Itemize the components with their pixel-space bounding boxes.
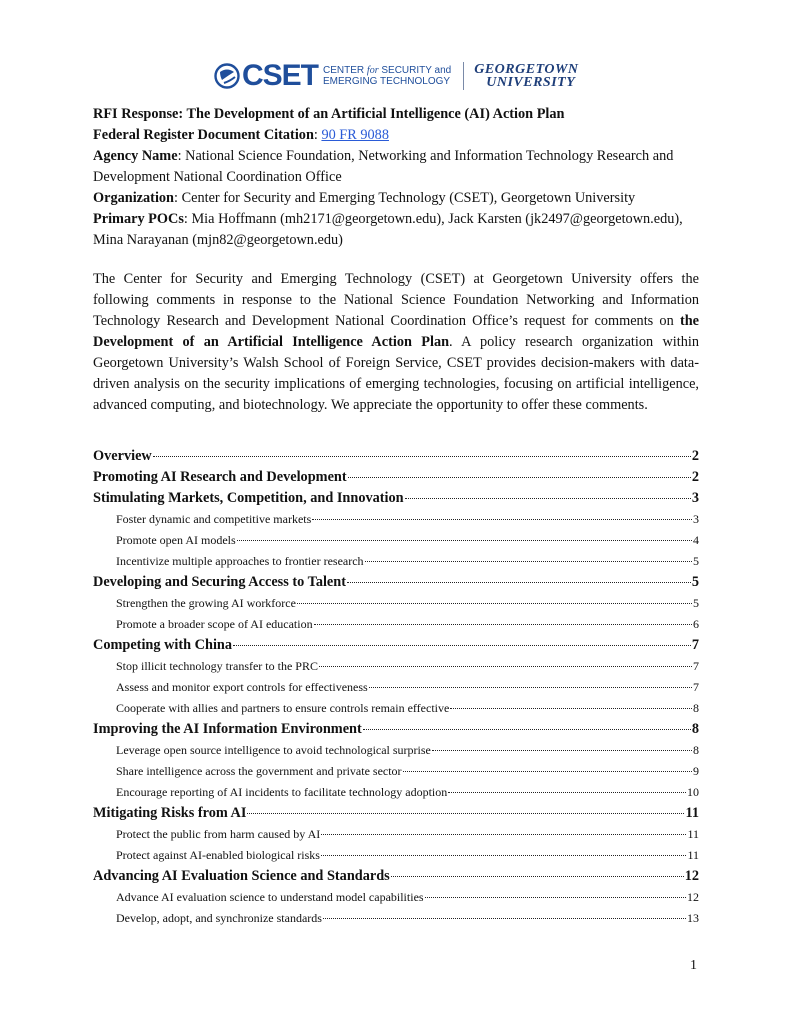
page-number: 1: [690, 958, 697, 973]
toc-subsection-entry[interactable]: [93, 761, 699, 782]
toc-entry-page: 5: [693, 596, 699, 610]
toc-subsection-entry[interactable]: [93, 551, 699, 572]
toc-section-entry[interactable]: [93, 635, 699, 656]
toc-entry-title: Overview: [93, 448, 152, 464]
toc-entry-title: Develop, adopt, and synchronize standards: [116, 911, 322, 925]
toc-entry-page: 6: [693, 617, 699, 631]
toc-entry-page: 7: [693, 680, 699, 694]
toc-leader-dots: [153, 456, 691, 457]
toc-entry-title: Protect against AI-enabled biological risks: [116, 848, 320, 862]
toc-entry-title: Stop illicit technology transfer to the PRC: [116, 659, 318, 673]
toc-leader-dots: [323, 918, 686, 919]
toc-entry-title: Promote open AI models: [116, 533, 236, 547]
toc-entry-title: Stimulating Markets, Competition, and Innovation: [93, 490, 404, 506]
toc-entry-page: 2: [691, 469, 699, 485]
toc-subsection-entry[interactable]: [93, 698, 699, 719]
toc-entry-title: Promoting AI Research and Development: [93, 469, 347, 485]
toc-section-entry[interactable]: [93, 572, 699, 593]
toc-entry-title: Share intelligence across the government and private sector: [116, 764, 402, 778]
toc-entry-page: 7: [691, 637, 699, 653]
toc-leader-dots: [448, 792, 686, 793]
document-title: RFI Response: The Development of an Artificial Intelligence (AI) Action Plan: [93, 106, 565, 122]
toc-entry-page: 8: [693, 701, 699, 715]
toc-entry-page: 3: [691, 490, 699, 506]
toc-entry-title: Advancing AI Evaluation Science and Standards: [93, 868, 390, 884]
toc-subsection-entry[interactable]: [93, 824, 699, 845]
toc-entry-title: Encourage reporting of AI incidents to facilitate technology adoption: [116, 785, 448, 799]
table-of-contents: [93, 446, 699, 929]
toc-section-entry[interactable]: [93, 803, 699, 824]
toc-subsection-entry[interactable]: [93, 509, 699, 530]
toc-leader-dots: [347, 582, 691, 583]
toc-entry-title: Improving the AI Information Environment: [93, 721, 362, 737]
toc-entry-title: Developing and Securing Access to Talent: [93, 574, 346, 590]
toc-leader-dots: [403, 771, 692, 772]
toc-entry-page: 7: [693, 659, 699, 673]
toc-leader-dots: [369, 687, 692, 688]
toc-entry-page: 11: [687, 827, 699, 841]
toc-subsection-entry[interactable]: [93, 782, 699, 803]
toc-entry-page: 12: [687, 890, 699, 904]
cset-subtitle: CENTER for SECURITY and EMERGING TECHNOLOGY: [323, 65, 452, 87]
globe-icon: [214, 63, 240, 89]
toc-entry-page: 10: [687, 785, 699, 799]
toc-section-entry[interactable]: [93, 446, 699, 467]
toc-subsection-entry[interactable]: [93, 614, 699, 635]
logo-divider: [463, 62, 464, 90]
poc-line: Primary POCs: Mia Hoffmann (mh2171@georgetown.edu), Jack Karsten (jk2497@georgetown.edu), Mina Narayanan (mjn82@georgetown.edu): [93, 211, 683, 248]
toc-entry-page: 2: [691, 448, 699, 464]
toc-leader-dots: [321, 834, 686, 835]
toc-subsection-entry[interactable]: [93, 845, 699, 866]
toc-entry-page: 11: [685, 805, 699, 821]
toc-leader-dots: [321, 855, 686, 856]
toc-leader-dots: [391, 876, 684, 877]
toc-entry-page: 9: [693, 764, 699, 778]
intro-paragraph: The Center for Security and Emerging Technology (CSET) at Georgetown University offers the following comments in response to the National Science Foundation Networking and Information Technology Research and Development National Coordination Office’s request for comments on the Development of an Artificial Intelligence Action Plan. A policy research organization within Georgetown University’s Walsh School of Foreign Service, CSET provides decision-makers with data-driven analysis on the security implications of emerging technologies, focusing on artificial intelligence, advanced computing, and biotechnology. We appreciate the opportunity to offer these comments.: [93, 271, 699, 413]
toc-leader-dots: [233, 645, 691, 646]
toc-entry-page: 8: [691, 721, 699, 737]
toc-entry-title: Assess and monitor export controls for effectiveness: [116, 680, 368, 694]
agency-line: Agency Name: National Science Foundation, Networking and Information Technology Research and Development National Coordination Office: [93, 148, 674, 185]
toc-leader-dots: [365, 561, 692, 562]
toc-leader-dots: [363, 729, 691, 730]
toc-leader-dots: [319, 666, 692, 667]
toc-entry-page: 12: [684, 868, 699, 884]
toc-leader-dots: [297, 603, 692, 604]
toc-entry-title: Incentivize multiple approaches to frontier research: [116, 554, 364, 568]
toc-section-entry[interactable]: [93, 719, 699, 740]
toc-leader-dots: [425, 897, 686, 898]
toc-subsection-entry[interactable]: [93, 677, 699, 698]
toc-subsection-entry[interactable]: [93, 887, 699, 908]
toc-entry-page: 8: [693, 743, 699, 757]
citation-line: Federal Register Document Citation: 90 FR 9088: [93, 127, 389, 143]
toc-leader-dots: [348, 477, 691, 478]
header-logo: [214, 58, 579, 94]
toc-entry-page: 5: [693, 554, 699, 568]
toc-entry-title: Strengthen the growing AI workforce: [116, 596, 296, 610]
toc-entry-title: Competing with China: [93, 637, 233, 653]
cset-wordmark: CSET: [242, 59, 319, 92]
georgetown-logo: GEORGETOWN UNIVERSITY: [474, 62, 579, 90]
toc-subsection-entry[interactable]: [93, 740, 699, 761]
document-header: [93, 104, 699, 251]
toc-entry-page: 13: [687, 911, 699, 925]
toc-entry-title: Promote a broader scope of AI education: [116, 617, 313, 631]
toc-entry-title: Mitigating Risks from AI: [93, 805, 247, 821]
toc-entry-page: 3: [693, 512, 699, 526]
toc-entry-title: Leverage open source intelligence to avoid technological surprise: [116, 743, 431, 757]
toc-section-entry[interactable]: [93, 467, 699, 488]
toc-section-entry[interactable]: [93, 866, 699, 887]
organization-line: Organization: Center for Security and Emerging Technology (CSET), Georgetown University: [93, 190, 636, 206]
toc-leader-dots: [314, 624, 692, 625]
toc-subsection-entry[interactable]: [93, 530, 699, 551]
toc-entry-title: Protect the public from harm caused by AI: [116, 827, 321, 841]
toc-entry-page: 11: [687, 848, 699, 862]
toc-entry-page: 4: [693, 533, 699, 547]
toc-subsection-entry[interactable]: [93, 593, 699, 614]
toc-entry-page: 5: [691, 574, 699, 590]
toc-leader-dots: [405, 498, 691, 499]
cset-logo: [214, 61, 451, 91]
toc-entry-title: Cooperate with allies and partners to ensure controls remain effective: [116, 701, 450, 715]
toc-leader-dots: [237, 540, 692, 541]
toc-entry-title: Foster dynamic and competitive markets: [116, 512, 312, 526]
toc-subsection-entry[interactable]: [93, 908, 699, 929]
toc-leader-dots: [432, 750, 692, 751]
citation-link[interactable]: 90 FR 9088: [321, 127, 389, 143]
toc-leader-dots: [450, 708, 692, 709]
toc-section-entry[interactable]: [93, 488, 699, 509]
toc-leader-dots: [247, 813, 684, 814]
toc-leader-dots: [312, 519, 692, 520]
toc-subsection-entry[interactable]: [93, 656, 699, 677]
toc-entry-title: Advance AI evaluation science to understand model capabilities: [116, 890, 424, 904]
